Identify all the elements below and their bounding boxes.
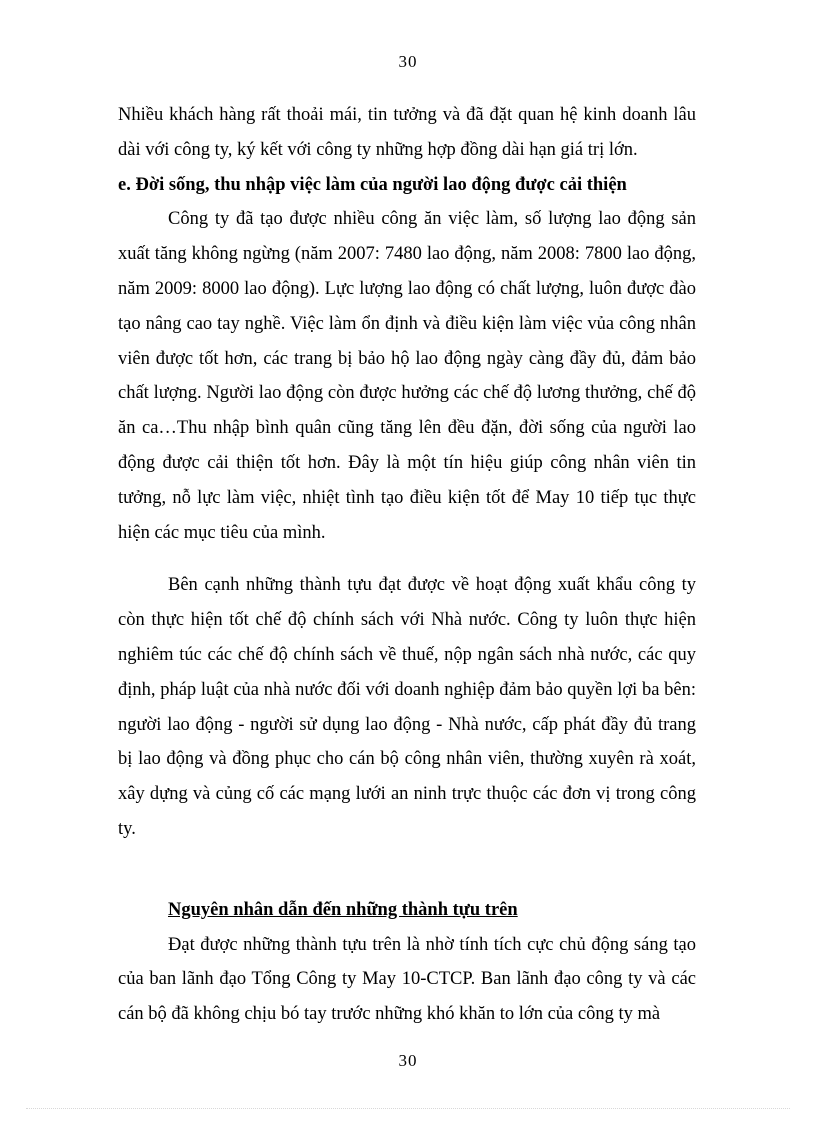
document-body bbox=[118, 98, 696, 1032]
page-number-bottom: 30 bbox=[398, 1051, 418, 1070]
page-number-top: 30 bbox=[398, 52, 418, 71]
paragraph-intro: Nhiều khách hàng rất thoải mái, tin tưởng và đã đặt quan hệ kinh doanh lâu dài với công ty, ký kết với công ty những hợp đồng dài hạn giá trị lớn. bbox=[118, 105, 696, 160]
page-bottom-divider bbox=[26, 1108, 790, 1109]
section-heading-e: e. Đời sống, thu nhập việc làm của người lao động được cải thiện bbox=[118, 174, 627, 195]
section-heading-causes: Nguyên nhân dẫn đến những thành tựu trên bbox=[168, 899, 518, 920]
paragraph-policy: Bên cạnh những thành tựu đạt được về hoạt động xuất khẩu công ty còn thực hiện tốt chế độ chính sách với Nhà nước. Công ty luôn thực hiện nghiêm túc các chế độ chính sách về thuế, nộp ngân sách nhà nước, các quy định, pháp luật của nhà nước đối với doanh nghiệp đảm bảo quyền lợi ba bên: người lao động - người sử dụng lao động - Nhà nước, cấp phát đầy đủ trang bị lao động và đồng phục cho cán bộ công nhân viên, thường xuyên rà xoát, xây dựng và củng cố các mạng lưới an ninh trực thuộc các đơn vị trong công ty. bbox=[118, 575, 696, 839]
paragraph-causes: Đạt được những thành tựu trên là nhờ tính tích cực chủ động sáng tạo của ban lãnh đạo Tổng Công ty May 10-CTCP. Ban lãnh đạo công ty và các cán bộ đã không chịu bó tay trước những khó khăn to lớn của công ty mà bbox=[118, 934, 696, 1025]
paragraph-labor: Công ty đã tạo được nhiều công ăn việc làm, số lượng lao động sản xuất tăng không ngừng (năm 2007: 7480 lao động, năm 2008: 7800 lao động, năm 2009: 8000 lao động). Lực lượng lao động có chất lượng, luôn được đào tạo nâng cao tay nghề. Việc làm ổn định và điều kiện làm việc vủa công nhân viên được tốt hơn, các trang bị bảo hộ lao động ngày càng đầy đủ, đảm bảo chất lượng. Người lao động còn được hưởng các chế độ lương thưởng, chế độ ăn ca…Thu nhập bình quân cũng tăng lên đều đặn, đời sống của người lao động được cải thiện tốt hơn. Đây là một tín hiệu giúp công nhân viên tin tưởng, nỗ lực làm việc, nhiệt tình tạo điều kiện tốt để May 10 tiếp tục thực hiện các mục tiêu của mình. bbox=[118, 209, 696, 543]
